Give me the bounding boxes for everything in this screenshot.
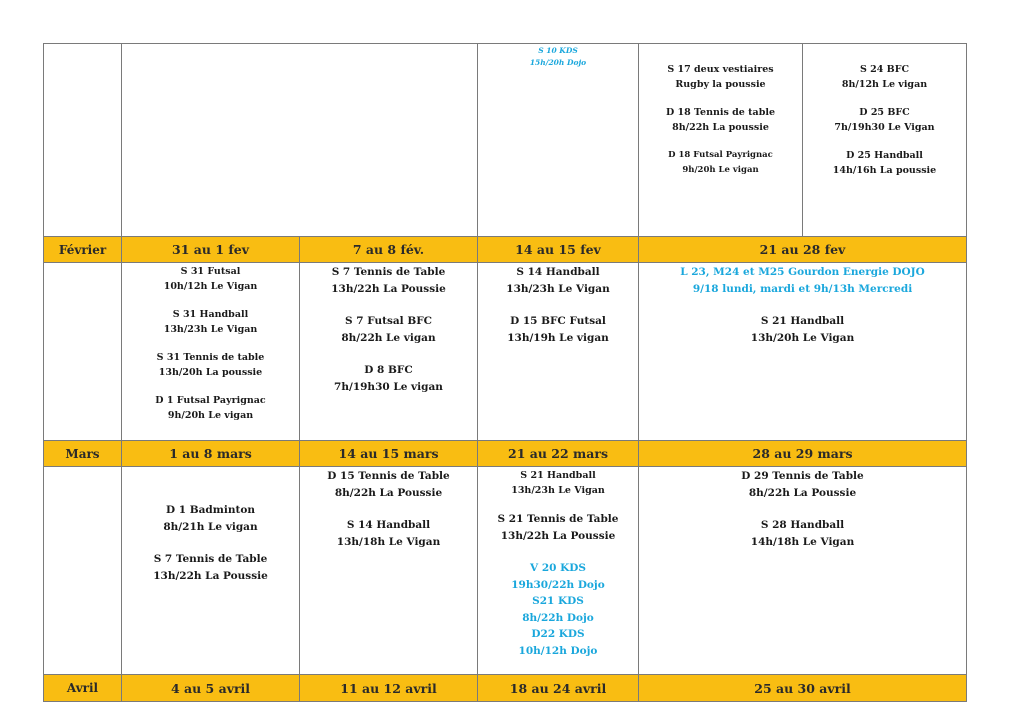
month-label-mars: Mars xyxy=(43,440,122,467)
event-line-highlight: L 23, M24 et M25 Gourdon Energie DOJO xyxy=(680,266,925,278)
week-header: 11 au 12 avril xyxy=(299,674,478,702)
event-line: 13h/22h La Poussie xyxy=(500,529,616,542)
event-line: 8h/22h La poussie xyxy=(672,122,769,133)
event-line: D 1 Futsal Payrignac xyxy=(155,395,266,406)
event-line: 13h/20h Le Vigan xyxy=(750,331,855,344)
event-line: D 15 Tennis de Table xyxy=(327,470,450,482)
event-line-highlight: 9/18 lundi, mardi et 9h/13h Mercredi xyxy=(692,282,913,295)
event-line: 13h/19h Le vigan xyxy=(507,331,609,344)
week-header: 18 au 24 avril xyxy=(477,674,639,702)
event-line: D 15 BFC Futsal xyxy=(510,315,606,327)
event-line: S 7 Futsal BFC xyxy=(345,315,432,327)
event-line: D 29 Tennis de Table xyxy=(741,470,864,482)
week-header: 14 au 15 mars xyxy=(299,440,478,467)
week-header: 31 au 1 fev xyxy=(121,236,300,263)
event-line-highlight: 10h/12h Dojo xyxy=(518,644,598,657)
fevrier-week4-cell xyxy=(638,262,967,441)
week-header: 4 au 5 avril xyxy=(121,674,300,702)
fevrier-week1-cell xyxy=(121,262,300,441)
event-line: 13h/18h Le Vigan xyxy=(336,535,441,548)
event-line: D 18 Tennis de table xyxy=(665,107,775,118)
event-line: 8h/21h Le vigan xyxy=(163,520,258,533)
event-line: S 10 KDS xyxy=(538,46,578,55)
event-line-highlight: D22 KDS xyxy=(531,628,585,640)
event-line: S 21 Tennis de Table xyxy=(497,513,619,525)
event-line: S 31 Tennis de table xyxy=(156,352,265,363)
event-line: 13h/23h Le Vigan xyxy=(506,282,610,295)
schedule-table xyxy=(43,43,967,702)
event-line: Rugby la poussie xyxy=(675,79,766,90)
mars-week3-cell xyxy=(477,466,639,675)
event-line: D 8 BFC xyxy=(364,364,413,376)
event-line: S 14 Handball xyxy=(516,266,600,278)
event-line: D 1 Badminton xyxy=(166,504,255,516)
event-line-highlight: 19h30/22h Dojo xyxy=(511,578,605,591)
mars-week4-cell xyxy=(638,466,967,675)
week-header: 21 au 22 mars xyxy=(477,440,639,467)
month-label-avril: Avril xyxy=(43,674,122,702)
event-line: 10h/12h Le Vigan xyxy=(163,281,258,292)
event-line: 8h/12h Le vigan xyxy=(841,79,928,90)
event-line: D 25 BFC xyxy=(859,107,910,118)
fevrier-week2-cell xyxy=(299,262,478,441)
event-line: 15h/20h Dojo xyxy=(529,58,587,67)
event-line-highlight: S21 KDS xyxy=(532,595,584,607)
week-header: 21 au 28 fev xyxy=(638,236,967,263)
week-header: 1 au 8 mars xyxy=(121,440,300,467)
week-header: 25 au 30 avril xyxy=(638,674,967,702)
event-line: S 28 Handball xyxy=(760,519,845,531)
event-line-highlight: V 20 KDS xyxy=(530,562,586,574)
event-line: 13h/23h Le Vigan xyxy=(511,485,605,496)
event-line: S 21 Handball xyxy=(760,315,845,327)
mars-week1-cell xyxy=(121,466,300,675)
top-col3-cell xyxy=(477,43,639,237)
event-line: S 31 Futsal xyxy=(180,266,241,277)
event-line: 8h/22h Le vigan xyxy=(341,331,436,344)
event-line: D 25 Handball xyxy=(846,150,923,161)
mars-week2-cell xyxy=(299,466,478,675)
month-label-fevrier: Février xyxy=(43,236,122,263)
event-line-highlight: 8h/22h Dojo xyxy=(522,611,594,624)
event-line: 13h/20h La poussie xyxy=(158,367,263,378)
event-line: S 31 Handball xyxy=(172,309,249,320)
month-spacer-cell xyxy=(43,466,122,675)
event-line: 13h/23h Le Vigan xyxy=(163,324,258,335)
week-header: 14 au 15 fev xyxy=(477,236,639,263)
event-line: 8h/22h La Poussie xyxy=(334,486,443,499)
event-line: 7h/19h30 Le vigan xyxy=(334,380,443,393)
fevrier-week3-cell xyxy=(477,262,639,441)
week-header: 7 au 8 fév. xyxy=(299,236,478,263)
event-line: 14h/16h La poussie xyxy=(832,165,937,176)
event-line: S 7 Tennis de Table xyxy=(331,266,446,278)
week-header: 28 au 29 mars xyxy=(638,440,967,467)
event-line: 9h/20h Le vigan xyxy=(167,410,254,421)
event-line: D 18 Futsal Payrignac xyxy=(668,150,773,160)
top-col5-cell xyxy=(802,43,967,237)
event-line: S 21 Handball xyxy=(520,470,596,481)
event-line: S 7 Tennis de Table xyxy=(153,553,268,565)
top-empty-cell xyxy=(121,43,478,237)
event-line: 14h/18h Le Vigan xyxy=(750,535,855,548)
event-line: 9h/20h Le vigan xyxy=(682,165,759,175)
event-line: 13h/22h La Poussie xyxy=(153,569,268,582)
event-line: 8h/22h La Poussie xyxy=(748,486,857,499)
event-line: 7h/19h30 Le Vigan xyxy=(834,122,935,133)
top-col4-cell xyxy=(638,43,803,237)
top-month-cell xyxy=(43,43,122,237)
month-spacer-cell xyxy=(43,262,122,441)
event-line: 13h/22h La Poussie xyxy=(331,282,446,295)
event-line: S 17 deux vestiaires xyxy=(667,64,774,75)
event-line: S 14 Handball xyxy=(346,519,431,531)
event-line: S 24 BFC xyxy=(859,64,910,75)
